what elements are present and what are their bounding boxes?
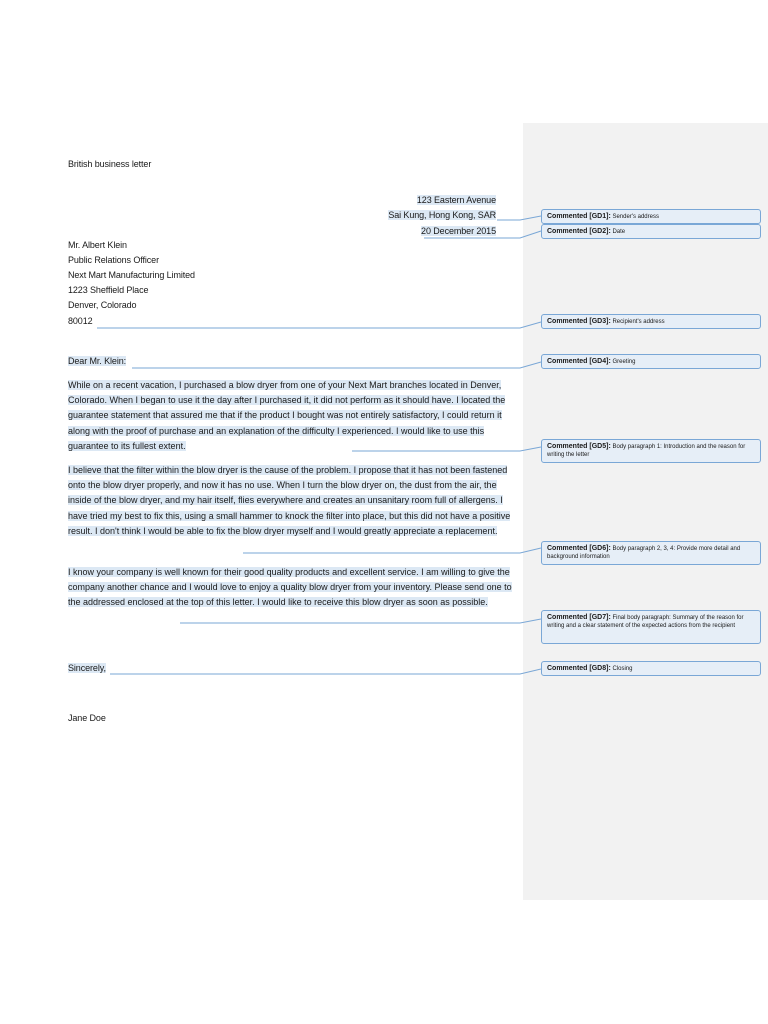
comment-gd4[interactable]: Commented [GD4]: Greeting [541,354,761,369]
recipient-line-5: Denver, Colorado [68,300,137,310]
date-line: 20 December 2015 [421,226,496,236]
comment-gd8[interactable]: Commented [GD8]: Closing [541,661,761,676]
body-paragraph-1: While on a recent vacation, I purchased a blow dryer from one of your Next Mart branches located in Denver, Colorado. When I began to use it the day after I purchased it, it did not perform as it should have. I located the guarantee statement that assured me that if the product I bought was not entirely satisfactory, I could return it along with the proof of purchase and an explanation of the difficulty I experienced. I would like to use this guarantee to its fullest extent. [68,380,506,451]
recipient-line-1: Mr. Albert Klein [68,240,127,250]
recipient-line-3: Next Mart Manufacturing Limited [68,270,195,280]
body-paragraph-2: I believe that the filter within the blow dryer is the cause of the problem. I propose that it has not been fastened onto the blow dryer properly, and now it has no use. When I turn the blow dryer on, the dust from the air, the inside of the blow dryer, and my hair itself, flies everywhere and creates an unsanitary room full of allergens. I have tried my best to fix this, using a small hammer to knock the filter into place, but this did not have a positive result. I don't think I would be able to fix the blow dryer myself and I would greatly appreciate a replacement. [68,465,511,536]
comment-gd3[interactable]: Commented [GD3]: Recipient's address [541,314,761,329]
comment-gd6[interactable]: Commented [GD6]: Body paragraph 2, 3, 4: Provide more detail and background information [541,541,761,565]
closing: Sincerely, [68,663,106,673]
sender-address-line-1: 123 Eastern Avenue [416,195,496,205]
document-heading: British business letter [68,159,152,169]
comment-gd5[interactable]: Commented [GD5]: Body paragraph 1: Introduction and the reason for writing the letter [541,439,761,463]
greeting: Dear Mr. Klein: [68,356,127,366]
comment-gd2[interactable]: Commented [GD2]: Date [541,224,761,239]
sender-address-line-2: Sai Kung, Hong Kong, SAR [388,210,496,220]
comment-gd7[interactable]: Commented [GD7]: Final body paragraph: Summary of the reason for writing and a clear statement of the expected actions from the recipient [541,610,761,644]
recipient-line-2: Public Relations Officer [68,255,159,265]
signature: Jane Doe [68,713,106,723]
recipient-line-6: 80012 [68,316,93,326]
recipient-line-4: 1223 Sheffield Place [68,285,149,295]
comment-gd1[interactable]: Commented [GD1]: Sender's address [541,209,761,224]
comments-pane [523,123,768,900]
body-paragraph-3: I know your company is well known for their good quality products and excellent service. I am willing to give the company another chance and I would love to enjoy a quality blow dryer from your inventory. Please send one to the addressed enclosed at the top of this letter. I would like to receive this blow dryer as soon as possible. [68,567,512,608]
